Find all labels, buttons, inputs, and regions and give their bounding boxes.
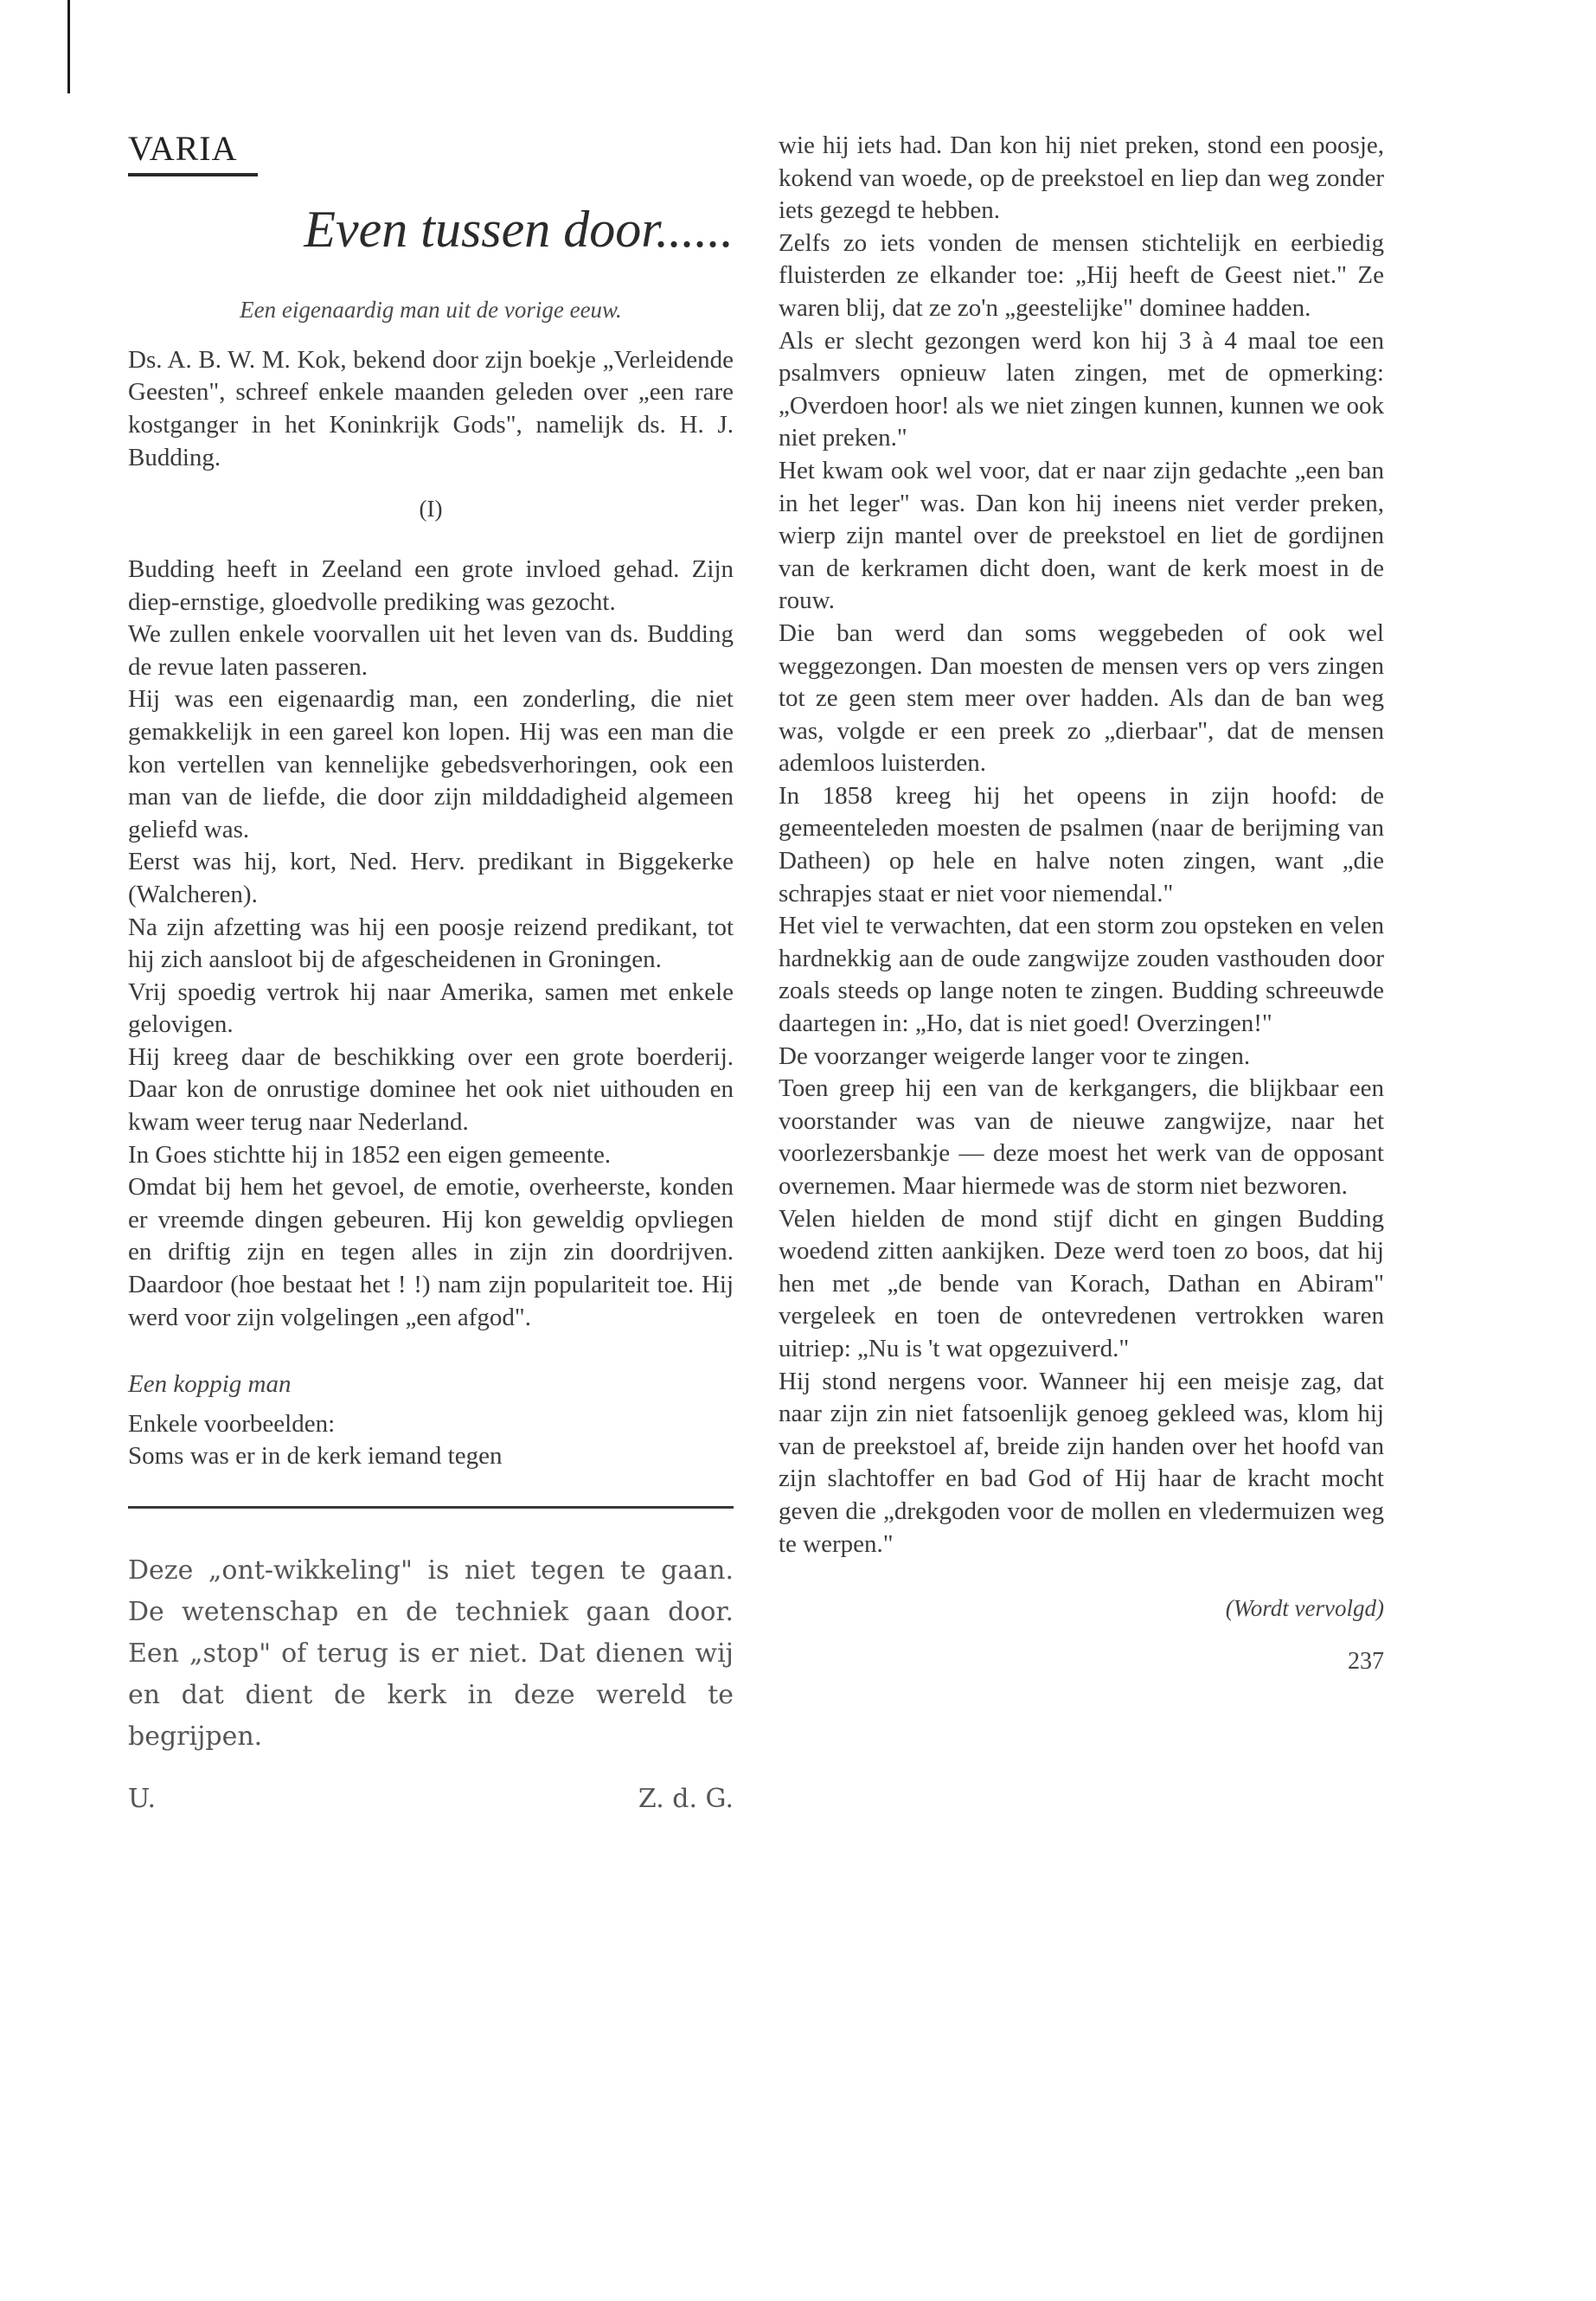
signature-line <box>128 1784 734 1814</box>
right-column <box>779 130 1384 1676</box>
paragraph: Hij was een eigenaardig man, een zonderling, die niet gemakkelijk in een gareel kon lopen. Hij was een man die kon vertellen van kennelijke gebedsverhoringen, ook een man van de liefde, die door zijn milddadigheid algemeen geliefd was. <box>128 685 734 843</box>
signature-right: Z. d. G. <box>638 1784 734 1814</box>
continued-note: (Wordt vervolgd) <box>1225 1595 1384 1622</box>
article-subtitle: Een eigenaardig man uit de vorige eeuw. <box>240 297 622 323</box>
article-title: Even tussen door...... <box>304 201 734 258</box>
paragraph: Het viel te verwachten, dat een storm zou opsteken en velen hardnekkig aan de oude zangwijze zouden vasthouden door zoals steeds op lange noten te zingen. Budding schreeuwde daartegen in: „Ho, dat is niet goed! Overzingen!" <box>779 912 1384 1038</box>
section-label: VARIA <box>128 129 238 168</box>
paragraph: Eerst was hij, kort, Ned. Herv. predikant in Biggekerke (Walcheren). <box>128 848 734 908</box>
page-number: 237 <box>1348 1648 1384 1676</box>
paragraph: Die ban werd dan soms weggebeden of ook wel weggezongen. Dan moesten de mensen vers op vers zingen tot ze geen stem meer over hadden. Als dan de ban weg was, volgde er een preek zo „dierbaar", dat de mensen ademloos luisterden. <box>779 619 1384 778</box>
lead-paragraph: Ds. A. B. W. M. Kok, bekend door zijn boekje „Verleidende Geesten", schreef enkele maanden geleden over „een rare kostganger in het Koninkrijk Gods", namelijk ds. H. J. Budding. <box>128 345 734 471</box>
left-column <box>128 130 734 1814</box>
scan-edge-line <box>67 0 70 93</box>
paragraph: wie hij iets had. Dan kon hij niet preken, stond een poosje, kokend van woede, op de preekstoel en liep dan weg zonder iets gezegd te hebben. <box>779 131 1384 225</box>
paragraph: In Goes stichtte hij in 1852 een eigen gemeente. <box>128 1140 612 1169</box>
paragraph: Als er slecht gezongen werd kon hij 3 à 4 maal toe een psalmvers opnieuw laten zingen, met de opmerking: „Overdoen hoor! als we niet zingen kunnen, kunnen we ook niet preken." <box>779 326 1384 452</box>
paragraph: Zelfs zo iets vonden de mensen stichtelijk en eerbiedig fluisterden ze elkander toe: „Hij heeft de Geest niet." Ze waren blij, dat ze zo'n „geestelijke" dominee hadden. <box>779 228 1384 322</box>
footer-quote: Deze „ont-wikkeling" is niet tegen te gaan. De wetenschap en de techniek gaan door. Een „stop" of terug is er niet. Dat dienen wij en dat dient de kerk in deze wereld te begrijpen. <box>128 1555 734 1752</box>
part-number: (I) <box>419 496 443 522</box>
paragraph: In 1858 kreeg hij het opeens in zijn hoofd: de gemeenteleden moesten de psalmen (naar de berijming van Datheen) op hele en halve noten zingen, want „die schrapjes staat er niet voor niemendal." <box>779 781 1384 907</box>
paragraph: Hij stond nergens voor. Wanneer hij een meisje zag, dat naar zijn zin niet fatsoenlijk genoeg gekleed was, klom hij van de preekstoel af, breide zijn handen over het hoofd van zijn slachtoffer en bad God of Hij haar de kracht mocht geven die „drekgoden voor de mollen en vledermuizen weg te werpen." <box>779 1367 1384 1558</box>
section-heading: Een koppig man <box>128 1370 292 1399</box>
separator-rule <box>128 1506 734 1509</box>
section-underline <box>128 173 258 176</box>
paragraph: Na zijn afzetting was hij een poosje reizend predikant, tot hij zich aansloot bij de afgescheidenen in Groningen. <box>128 913 734 974</box>
paragraph: Het kwam ook wel voor, dat er naar zijn gedachte „een ban in het leger" was. Dan kon hij ineens niet verder preken, wierp zijn mantel over de preekstoel en liet de gordijnen van de kerkramen dicht doen, want de kerk moest in de rouw. <box>779 456 1384 615</box>
paragraph: We zullen enkele voorvallen uit het leven van ds. Budding de revue laten passeren. <box>128 620 734 681</box>
paragraph: Hij kreeg daar de beschikking over een grote boerderij. Daar kon de onrustige dominee het ook niet uithouden en kwam weer terug naar Nederland. <box>128 1042 734 1137</box>
paragraph: Toen greep hij een van de kerkgangers, die blijkbaar een voorstander was van de nieuwe zangwijze, naar het voorlezersbankje — deze moest het werk van de opposant overnemen. Maar hiermede was de storm niet bezworen. <box>779 1074 1384 1200</box>
paragraph: Vrij spoedig vertrok hij naar Amerika, samen met enkele gelovigen. <box>128 977 734 1039</box>
paragraph: Omdat bij hem het gevoel, de emotie, overheerste, konden er vreemde dingen gebeuren. Hij kon geweldig opvliegen en driftig zijn en tegen alles in zijn zin doordrijven. Daardoor (hoe bestaat het ! !) nam zijn populariteit toe. Hij werd voor zijn volgelingen „een afgod". <box>128 1173 734 1331</box>
paragraph: De voorzanger weigerde langer voor te zingen. <box>779 1042 1251 1070</box>
paragraph: Enkele voorbeelden: <box>128 1409 336 1438</box>
signature-left: U. <box>128 1784 157 1814</box>
paragraph: Budding heeft in Zeeland een grote invloed gehad. Zijn diep-ernstige, gloedvolle prediking was gezocht. <box>128 554 734 616</box>
paragraph: Soms was er in de kerk iemand tegen <box>128 1442 503 1471</box>
paragraph: Velen hielden de mond stijf dicht en gingen Budding woedend zitten aankijken. Deze werd toen zo boos, dat hij hen met „de bende van Korach, Dathan en Abiram" vergeleek en toen de ontevredenen vertrokken waren uitriep: „Nu is 't wat opgezuiverd." <box>779 1204 1384 1362</box>
